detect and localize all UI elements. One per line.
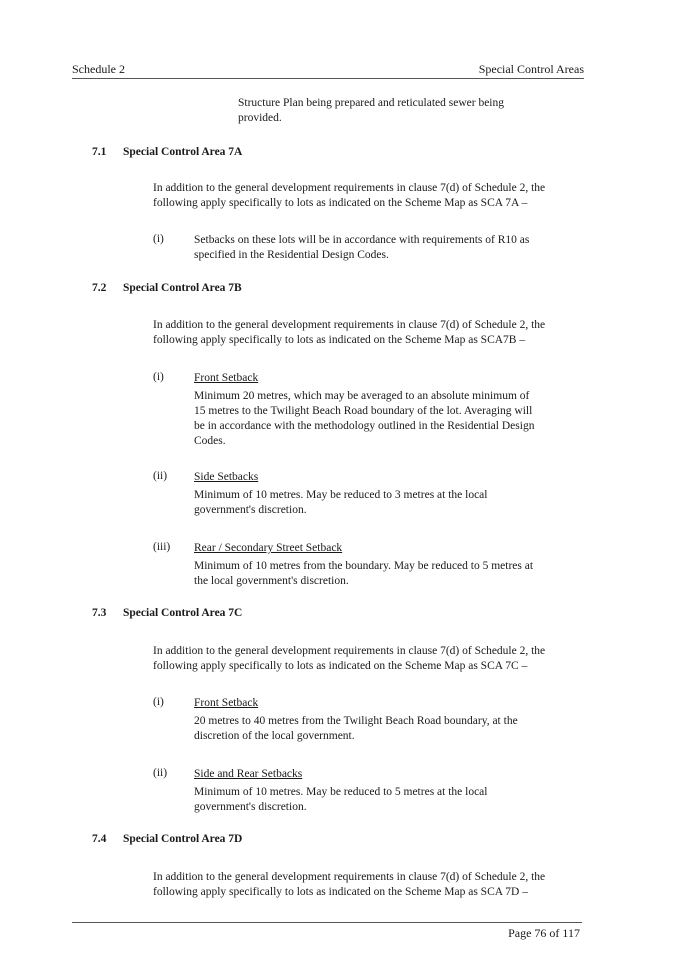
section-intro: In addition to the general development requirements in clause 7(d) of Schedule 2, the following apply specifically to lots as indicated on the Scheme Map as SCA 7C – <box>153 645 546 672</box>
item-numeral: (i) <box>153 371 164 383</box>
section-intro: In addition to the general development requirements in clause 7(d) of Schedule 2, the following apply specifically to lots as indicated on the Scheme Map as SCA7B – <box>153 319 546 346</box>
item-text: Minimum of 10 metres. May be reduced to 3 metres at the local government's discretion. <box>194 489 488 516</box>
section-title: Special Control Area 7A <box>123 146 243 158</box>
section-title: Special Control Area 7B <box>123 282 242 294</box>
item-numeral: (ii) <box>153 470 168 482</box>
item-text: Setbacks on these lots will be in accordance with requirements of R10 as specified in the Residential Design Codes. <box>194 234 530 261</box>
item-text: Minimum 20 metres, which may be averaged to an absolute minimum of 15 metres to the Twilight Beach Road boundary of the lot. Averaging will be in accordance with the methodology outlined in the Residential Design Codes. <box>194 390 535 447</box>
item-text: Minimum of 10 metres from the boundary. May be reduced to 5 metres at the local government's discretion. <box>194 560 534 587</box>
continuation-text: Structure Plan being prepared and reticulated sewer being provided. <box>238 97 504 124</box>
section-intro: In addition to the general development requirements in clause 7(d) of Schedule 2, the following apply specifically to lots as indicated on the Scheme Map as SCA 7A – <box>153 182 546 209</box>
section-number: 7.1 <box>92 146 107 158</box>
item-text: Minimum of 10 metres. May be reduced to 5 metres at the local government's discretion. <box>194 786 488 813</box>
item-heading: Front Setback <box>194 697 259 709</box>
item-numeral: (i) <box>153 233 164 245</box>
section-title: Special Control Area 7D <box>123 833 243 845</box>
item-numeral: (i) <box>153 696 164 708</box>
section-number: 7.4 <box>92 833 107 845</box>
header-rule <box>72 78 584 79</box>
footer-rule <box>72 922 582 923</box>
section-number: 7.2 <box>92 282 107 294</box>
item-heading: Front Setback <box>194 372 259 384</box>
header-left: Schedule 2 <box>72 62 125 76</box>
section-intro: In addition to the general development requirements in clause 7(d) of Schedule 2, the following apply specifically to lots as indicated on the Scheme Map as SCA 7D – <box>153 871 546 898</box>
page-number: Page 76 of 117 <box>508 926 580 940</box>
item-heading: Rear / Secondary Street Setback <box>194 542 343 554</box>
header-right: Special Control Areas <box>478 62 584 76</box>
item-numeral: (iii) <box>153 541 171 553</box>
section-title: Special Control Area 7C <box>123 607 243 619</box>
section-number: 7.3 <box>92 607 107 619</box>
item-heading: Side Setbacks <box>194 471 259 483</box>
item-heading: Side and Rear Setbacks <box>194 768 303 780</box>
item-numeral: (ii) <box>153 767 168 779</box>
item-text: 20 metres to 40 metres from the Twilight Beach Road boundary, at the discretion of the local government. <box>194 715 518 742</box>
